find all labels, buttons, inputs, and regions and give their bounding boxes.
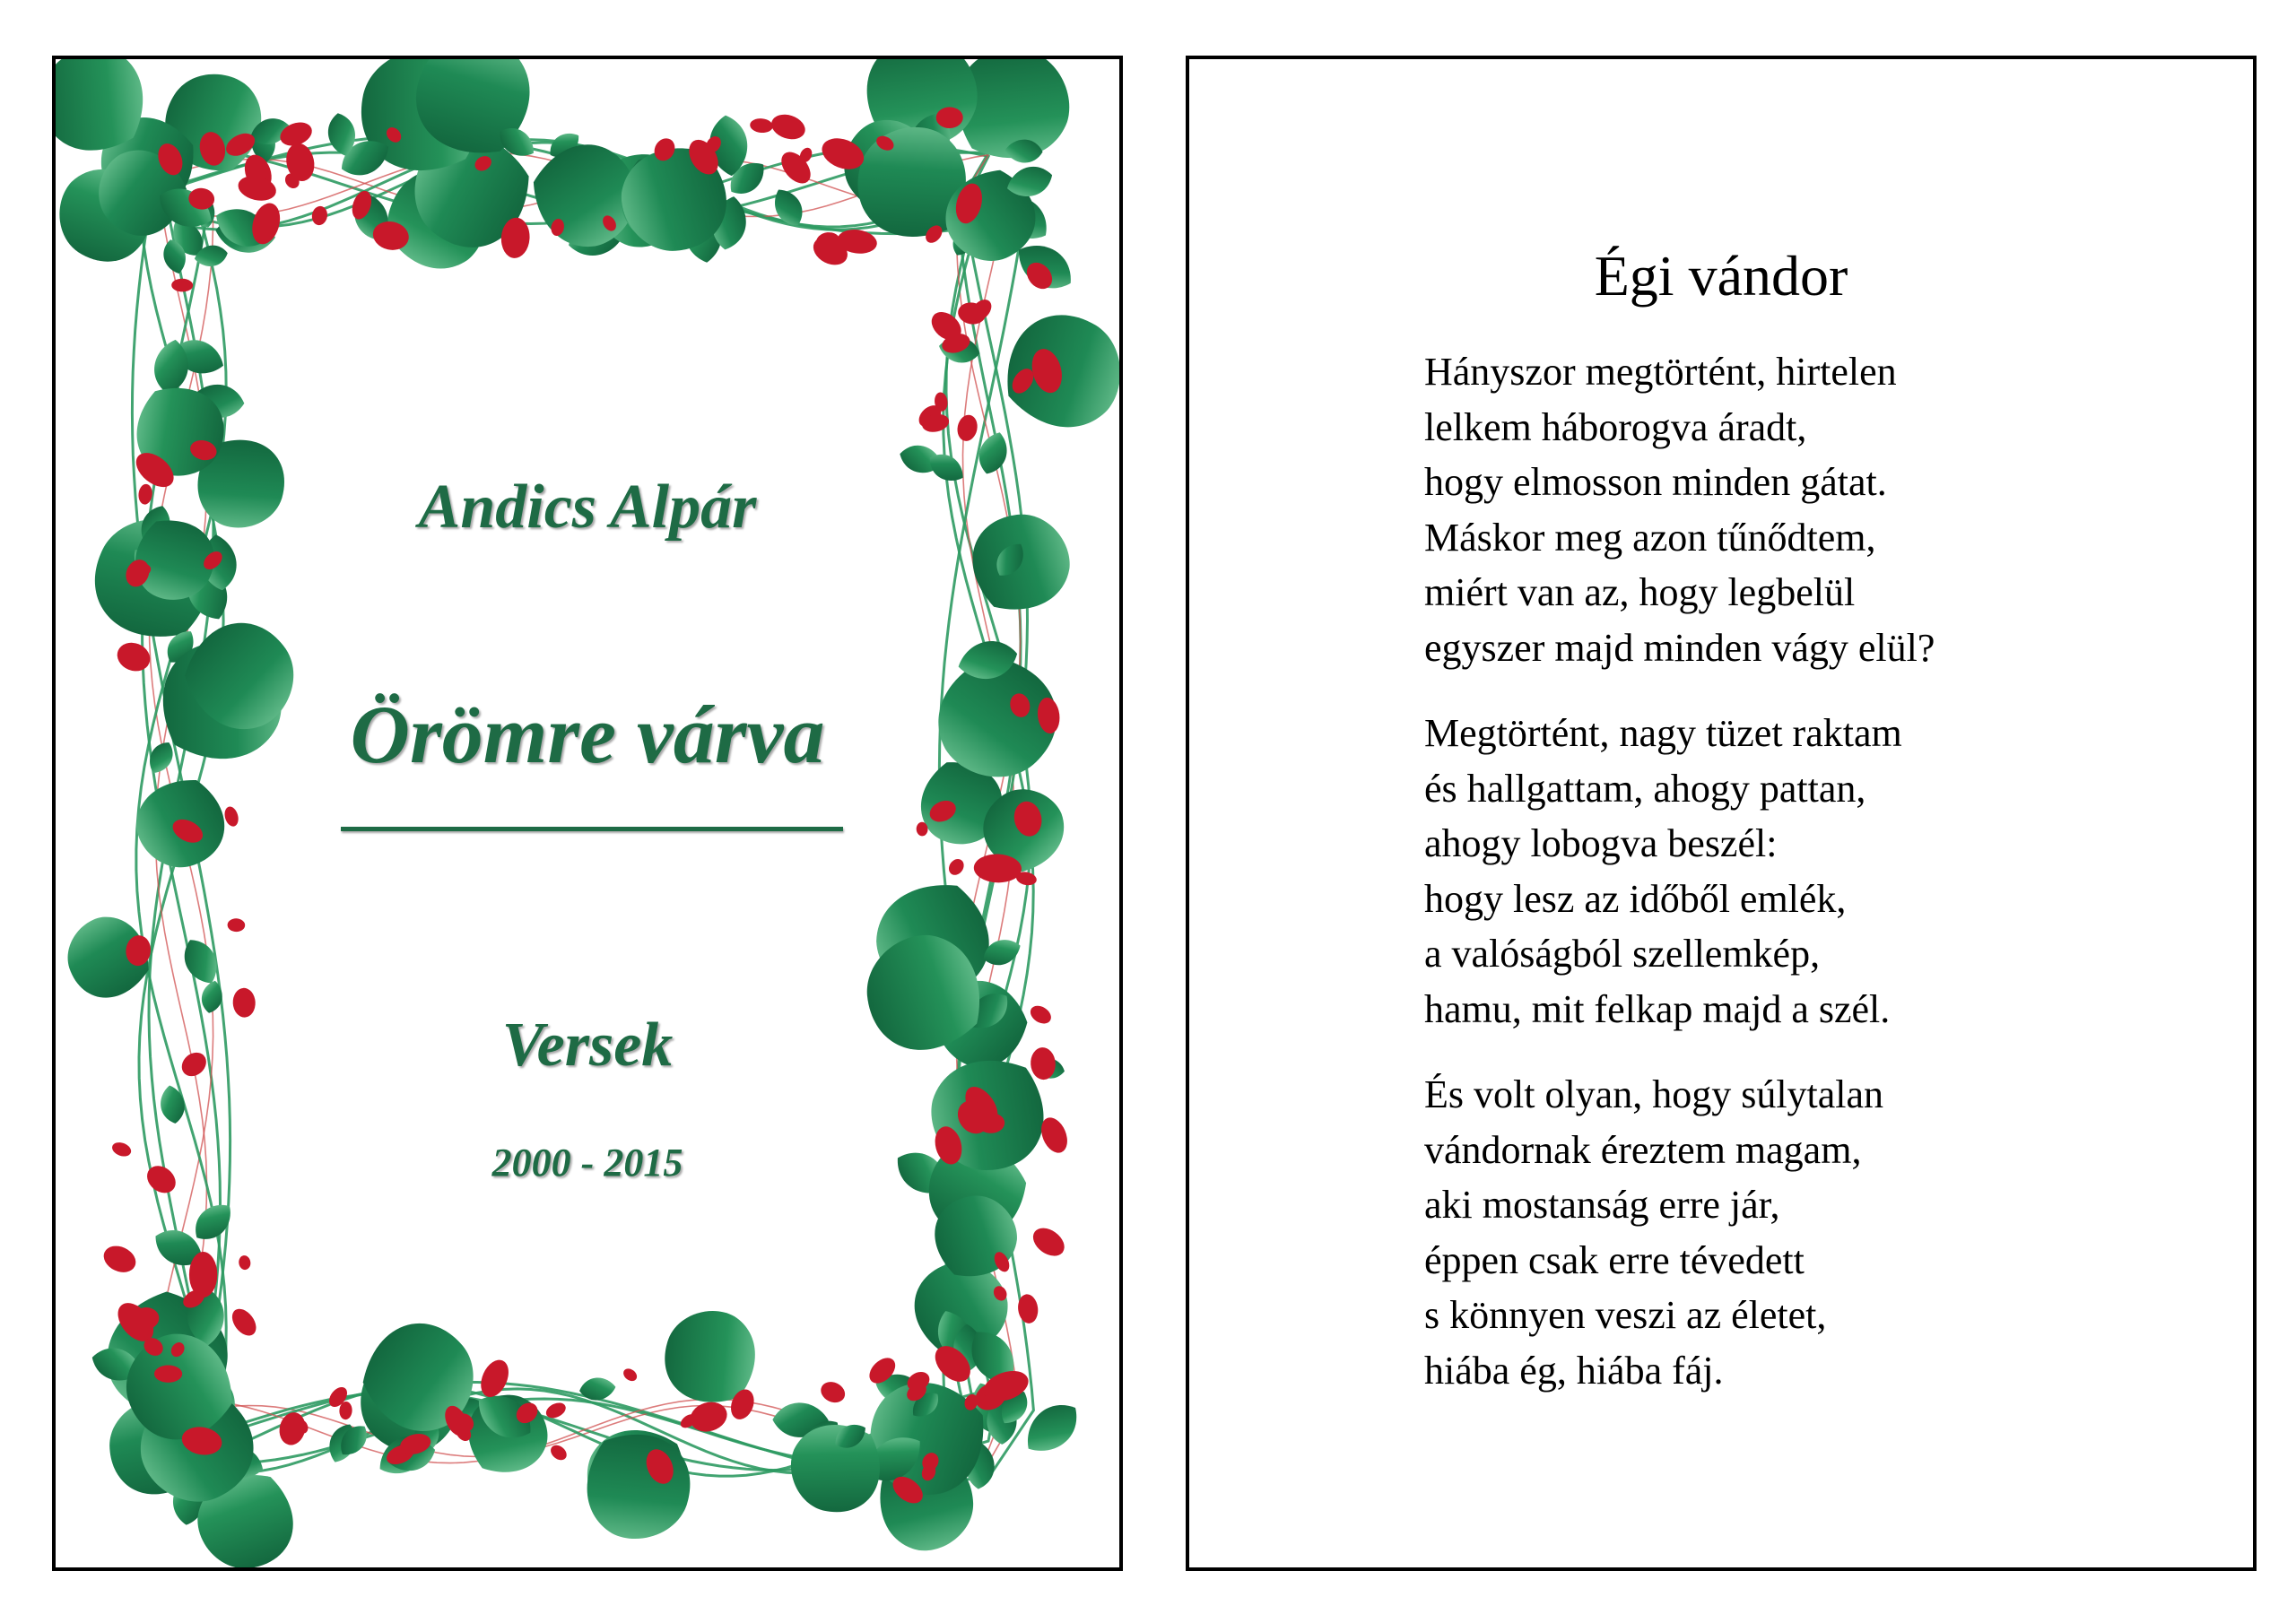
verse-line: hamu, mit felkap majd a szél. (1424, 986, 1891, 1031)
berry-icon (946, 856, 967, 878)
author-name: Andics Alpár (418, 473, 757, 542)
berry-icon (189, 1252, 217, 1298)
stanza-3 (1424, 1067, 2196, 1398)
berry-icon (1028, 1222, 1070, 1262)
berry-icon (238, 1254, 251, 1271)
berry-icon (955, 413, 979, 443)
title-underline (341, 827, 843, 831)
verse-line: s könnyen veszi az életet, (1424, 1293, 1827, 1337)
leaf-icon (578, 1376, 617, 1402)
verse-line: Máskor meg azon tűnődtem, (1424, 515, 1876, 560)
stanza-1 (1424, 344, 2196, 675)
verse-line: a valóságból szellemkép, (1424, 932, 1821, 976)
berry-icon (227, 918, 245, 932)
berry-icon (750, 117, 774, 134)
verse-line: Hányszor megtörtént, hirtelen (1424, 350, 1897, 394)
leaf-icon (187, 1196, 239, 1248)
vine-stem (156, 160, 1014, 1457)
vine-stem (132, 135, 1033, 1480)
cover-page (52, 56, 1123, 1571)
verse-line: És volt olyan, hogy súlytalan (1424, 1072, 1884, 1116)
book-years: 2000 - 2015 (491, 1141, 683, 1185)
verse-line: hogy elmosson minden gátat. (1424, 460, 1887, 504)
berry-icon (100, 1241, 140, 1277)
vine-stem (136, 140, 1033, 1476)
berry-icon (222, 805, 240, 829)
verse-line: hogy lesz az időből emlék, (1424, 876, 1847, 921)
verse-line: miért van az, hogy legbelül (1424, 570, 1856, 614)
berry-icon (113, 638, 154, 675)
verse-line: lelkem háborogva áradt, (1424, 404, 1807, 449)
poem-body (1424, 344, 2196, 1428)
book-subtitle: Versek (501, 1011, 674, 1080)
floral-vine-border (56, 59, 1119, 1567)
berry-icon (236, 172, 279, 204)
leaf-icon (974, 429, 1013, 478)
verse-line: hiába ég, hiába fáj. (1424, 1348, 1724, 1393)
verse-line: Megtörtént, nagy tüzet raktam (1424, 711, 1902, 755)
verse-line: egyszer majd minden vágy elül? (1424, 625, 1935, 670)
verse-line: éppen csak erre tévedett (1424, 1237, 1805, 1282)
poem-title: Égi vándor (1594, 244, 1848, 308)
vine-stem (150, 152, 1021, 1462)
berry-icon (769, 110, 809, 143)
poem-page (1186, 56, 2257, 1571)
book-title: Örömre várva (350, 689, 825, 780)
leaf-icon (158, 1084, 187, 1125)
berry-icon (154, 1366, 182, 1383)
verse-line: ahogy lobogva beszél: (1424, 821, 1778, 865)
verse-line: aki mostanság erre jár, (1424, 1183, 1780, 1227)
vine-stem (149, 152, 1021, 1463)
stanza-2 (1424, 706, 2196, 1037)
berry-icon (227, 1305, 260, 1341)
verse-line: vándornak éreztem magam, (1424, 1127, 1862, 1172)
vine-stem (139, 143, 1031, 1473)
berry-icon (686, 1398, 730, 1436)
berry-icon (817, 1378, 848, 1407)
vine-stem (143, 146, 1028, 1471)
verse-line: és hallgattam, ahogy pattan, (1424, 766, 1866, 811)
berry-icon (621, 1366, 639, 1383)
